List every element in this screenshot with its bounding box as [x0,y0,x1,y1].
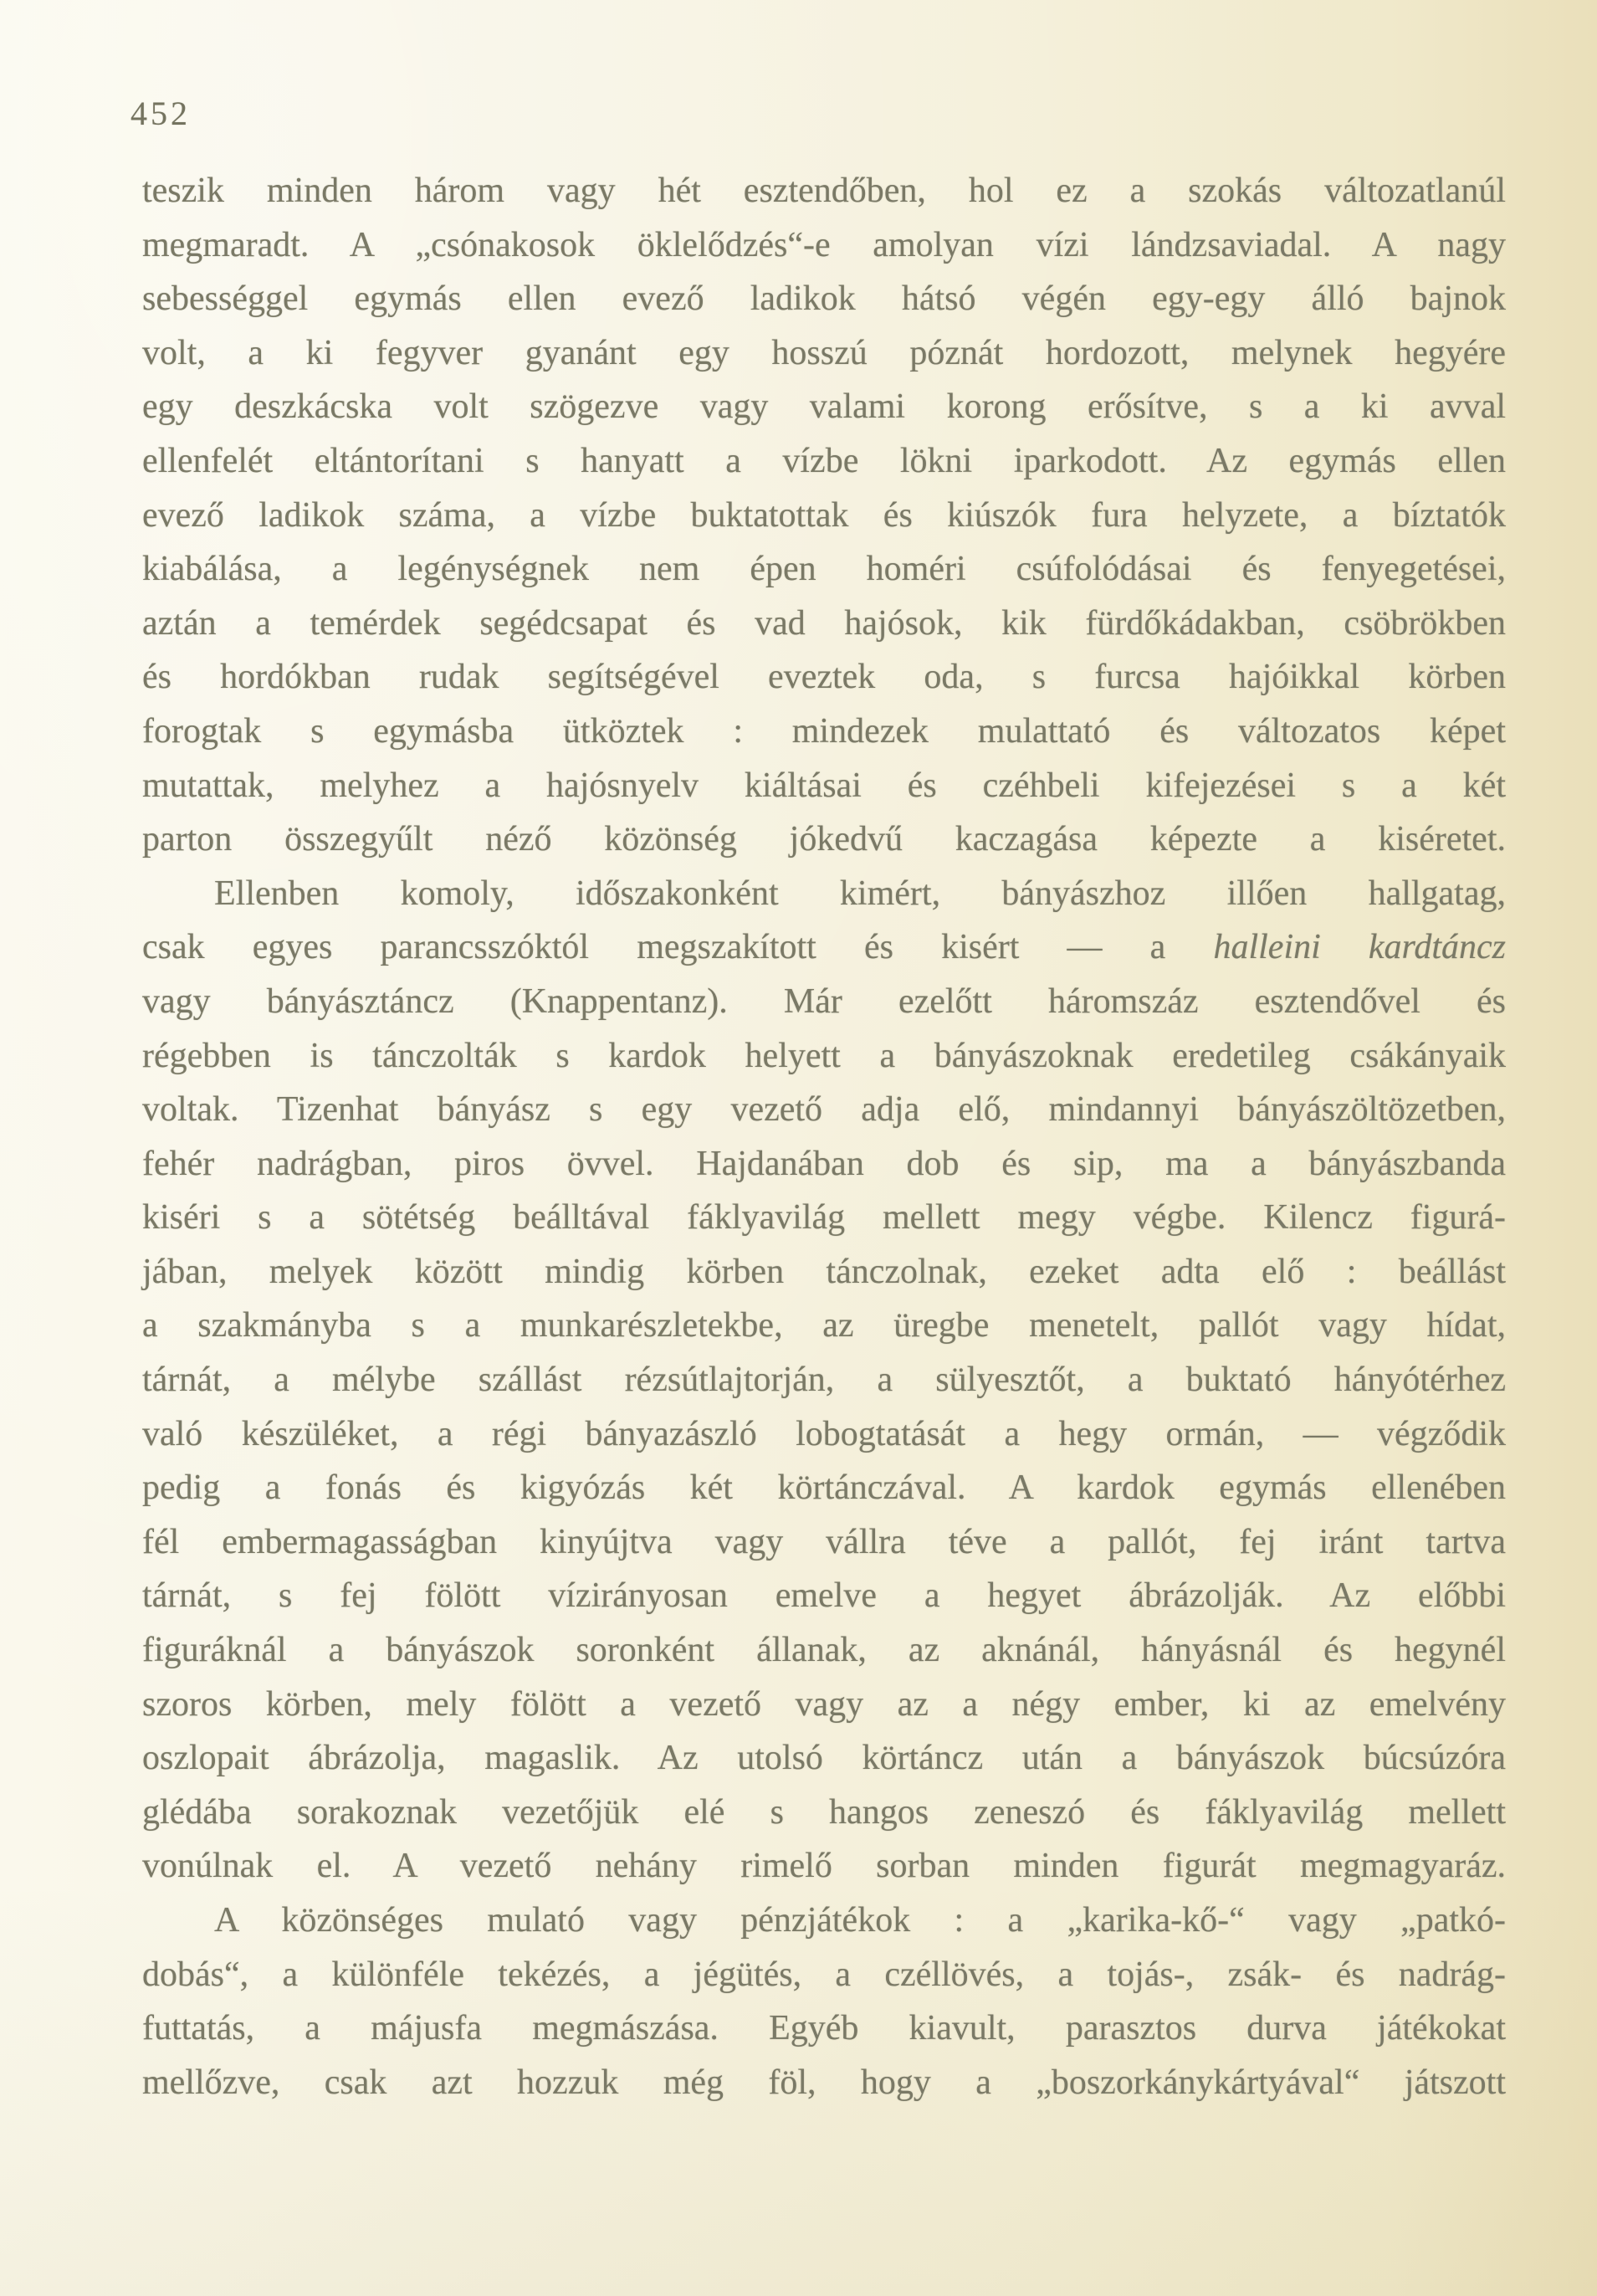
text-line: megmaradt. A „csónakosok öklelődzés“-e amolyan vízi lándzsaviadal. A nagy [142,225,1506,264]
text-line: aztán a temérdek segédcsapat és vad hajósok, kik fürdőkádakban, csöbrökben [142,603,1506,643]
text-line: Ellenben komoly, időszakonként kimért, bányászhoz illően hallgatag, [214,874,1506,913]
text-line: kiséri s a sötétség beálltával fáklyavilág mellett megy végbe. Kilencz figurá- [142,1198,1506,1238]
text-line: fehér nadrágban, piros övvel. Hajdanában dob és sip, ma a bányászbanda [142,1144,1506,1183]
text-line: teszik minden három vagy hét esztendőben, hol ez a szokás változatlanúl [142,172,1506,210]
text-line: vonúlnak el. A vezető nehány rimelő sorban minden figurát megmagyaráz. [142,1847,1506,1886]
text-line: a szakmányba s a munkarészletekbe, az üregbe menetelt, pallót vagy hídat, [142,1306,1506,1345]
text-line: kiabálása, a legénységnek nem épen homéri csúfolódásai és fenyegetései, [142,550,1506,589]
text-line: szoros körben, mely fölött a vezető vagy az a négy ember, ki az emelvény [142,1684,1506,1724]
text-line: mutattak, melyhez a hajósnyelv kiáltásai és czéhbeli kifejezései s a két [142,766,1506,805]
text-line: ellenfelét eltántorítani s hanyatt a vízbe lökni iparkodott. Az egymás ellen [142,441,1506,480]
text-line: pedig a fonás és kigyózás két körtánczával. A kardok egymás ellenében [142,1468,1506,1508]
text-line: tárnát, s fej fölött vízirányosan emelve a hegyet ábrázolják. Az előbbi [142,1576,1506,1616]
text-line: forogtak s egymásba ütköztek : mindezek mulattató és változatos képet [142,711,1506,751]
text-line: glédába sorakoznak vezetőjük elé s hangos zeneszó és fáklyavilág mellett [142,1792,1506,1832]
text-line: mellőzve, csak azt hozzuk még föl, hogy a „boszorkánykártyával“ játszott [142,2063,1506,2102]
text-line: fél embermagasságban kinyújtva vagy vállra téve a pallót, fej iránt tartva [142,1522,1506,1561]
text-line: voltak. Tizenhat bányász s egy vezető adja elő, mindannyi bányászöltözetben, [142,1090,1506,1130]
text-line: egy deszkácska volt szögezve vagy valami korong erősítve, s a ki avval [142,387,1506,427]
text-line: parton összegyűlt néző közönség jókedvű kaczagása képezte a kiséretet. [142,820,1506,859]
text-line: jában, melyek között mindig körben tánczolnak, ezeket adta elő : beállást [142,1252,1506,1291]
text-line: A közönséges mulató vagy pénzjátékok : a „karika-kő-“ vagy „patkó- [214,1901,1506,1940]
text-line: dobás“, a különféle tekézés, a jégütés, a czéllövés, a tojás-, zsák- és nadrág- [142,1955,1506,1994]
text-line: vagy bányásztáncz (Knappentanz). Már ezelőtt háromszáz esztendővel és [142,981,1506,1021]
text-line: régebben is tánczolták s kardok helyett a bányászoknak eredetileg csákányaik [142,1036,1506,1075]
text-line: figuráknál a bányászok soronként állanak, az aknánál, hányásnál és hegynél [142,1631,1506,1670]
text-line: volt, a ki fegyver gyanánt egy hosszú póznát hordozott, melynek hegyére [142,333,1506,372]
text-line [142,920,1506,975]
text-line: és hordókban rudak segítségével eveztek oda, s furcsa hajóikkal körben [142,658,1506,697]
text-line: sebességgel egymás ellen evező ladikok hátsó végén egy-egy álló bajnok [142,279,1506,319]
page-number: 452 [131,95,191,132]
text-line: tárnát, a mélybe szállást rézsútlajtorján, a sülyesztőt, a buktató hányótérhez [142,1361,1506,1400]
text-line: evező ladikok száma, a vízbe buktatottak és kiúszók fura helyzete, a bíztatók [142,495,1506,535]
italic-phrase: halleini kardtáncz [1213,928,1507,967]
page-text [142,164,1506,2109]
text-line: oszlopait ábrázolja, magaslik. Az utolsó körtáncz után a bányászok búcsúzóra [142,1739,1506,1778]
text-run: csak egyes parancsszóktól megszakított és kisért — a [142,928,1214,967]
text-line: futtatás, a májusfa megmászása. Egyéb kiavult, parasztos durva játékokat [142,2009,1506,2048]
text-line: való készüléket, a régi bányazászló lobogtatását a hegy ormán, — végződik [142,1414,1506,1453]
